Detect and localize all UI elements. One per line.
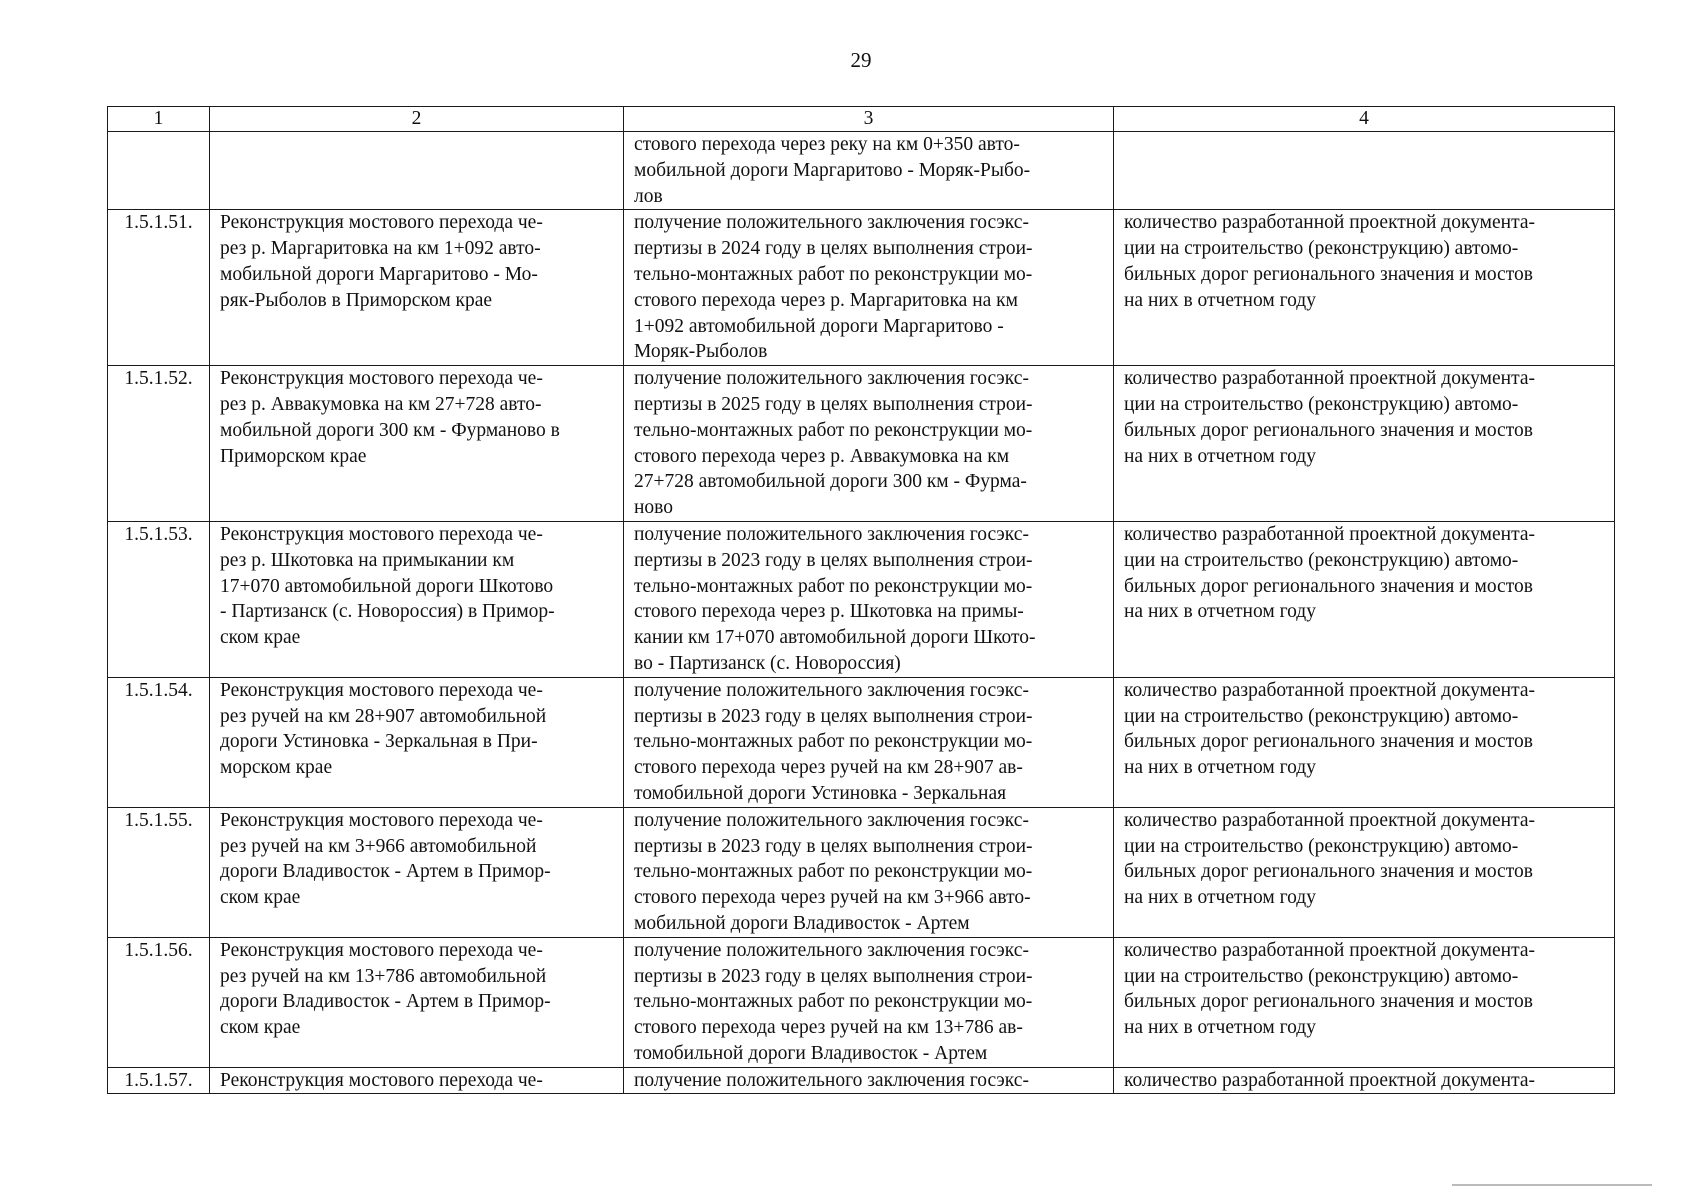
table-row <box>108 1067 1615 1094</box>
measure-name-text: Реконструкция мостового перехода че- рез р. Маргаритовка на км 1+092 авто- мобильной дороги Маргаритово - Мо- ряк-Рыболов в Приморском крае <box>220 212 543 311</box>
column-header-3: 3 <box>624 107 1114 132</box>
measure-name-text: Реконструкция мостового перехода че- рез ручей на км 13+786 автомобильной дороги Владивосток - Артем в Примор- ском крае <box>220 939 551 1039</box>
table-row <box>108 677 1615 807</box>
expected-result-text: получение положительного заключения госэкс- пертизы в 2025 году в целях выполнения строи- тельно-монтажных работ по реконструкции мо- стового перехода через р. Аввакумовка на км 27+728 автомобильной дороги 300 км - Фурма- ново <box>634 368 1033 519</box>
header-row <box>108 107 1615 132</box>
page-number: 29 <box>850 48 872 72</box>
measure-name <box>210 366 624 522</box>
column-header-1: 1 <box>108 107 210 132</box>
measure-name-text: Реконструкция мостового перехода че- рез р. Аввакумовка на км 27+728 авто- мобильной дороги 300 км - Фурманово в Приморском крае <box>220 368 560 467</box>
expected-result <box>624 937 1114 1067</box>
expected-result-text: получение положительного заключения госэкс- пертизы в 2024 году в целях выполнения строи- тельно-монтажных работ по реконструкции мо- стового перехода через р. Маргаритовка на км 1+092 автомобильной дороги Маргаритово - Моряк-Рыболов <box>634 212 1033 363</box>
row-number: 1.5.1.57. <box>108 1067 210 1094</box>
table-row <box>108 937 1615 1067</box>
expected-result <box>624 366 1114 522</box>
measure-name <box>210 677 624 807</box>
measure-name-text: Реконструкция мостового перехода че- рез р. Шкотовка на примыкании км 17+070 автомобильной дороги Шкотово - Партизанск (с. Новороссия) в Примор- ском крае <box>220 523 555 649</box>
expected-result <box>624 1067 1114 1094</box>
scan-edge-mark <box>1452 1184 1652 1186</box>
indicator-text: количество разработанной проектной документа- ции на строительство (реконструкцию) автомо- бильных дорог регионального значения и мостов на них в отчетном году <box>1124 212 1536 311</box>
indicator-text: количество разработанной проектной документа- ции на строительство (реконструкцию) автомо- бильных дорог регионального значения и мостов на них в отчетном году <box>1124 939 1536 1039</box>
indicator-text: количество разработанной проектной документа- ции на строительство (реконструкцию) автомо- бильных дорог регионального значения и мостов на них в отчетном году <box>1124 523 1536 623</box>
expected-result <box>624 521 1114 677</box>
expected-result-text: получение положительного заключения госэкс- пертизы в 2023 году в целях выполнения строи- тельно-монтажных работ по реконструкции мо- стового перехода через р. Шкотовка на примы- кании км 17+070 автомобильной дороги Шкото- во - Партизанск (с. Новороссия) <box>634 523 1036 674</box>
measure-name <box>210 521 624 677</box>
measure-name <box>210 807 624 937</box>
expected-result-text: получение положительного заключения госэкс- пертизы в 2023 году в целях выполнения строи- тельно-монтажных работ по реконструкции мо- стового перехода через ручей на км 28+907 ав- томобильной дороги Устиновка - Зеркальная <box>634 679 1033 804</box>
table-row <box>108 807 1615 937</box>
measure-name-text: Реконструкция мостового перехода че- <box>220 1069 543 1091</box>
measure-name <box>210 937 624 1067</box>
expected-result-text: получение положительного заключения госэкс- пертизы в 2023 году в целях выполнения строи- тельно-монтажных работ по реконструкции мо- стового перехода через ручей на км 3+966 авто- мобильной дороги Владивосток - Артем <box>634 809 1033 934</box>
indicator-text: количество разработанной проектной документа- ции на строительство (реконструкцию) автомо- бильных дорог регионального значения и мостов на них в отчетном году <box>1124 368 1536 467</box>
row-number: 1.5.1.51. <box>108 210 210 366</box>
expected-result <box>624 807 1114 937</box>
table-header <box>108 107 1615 132</box>
measure-name <box>210 210 624 366</box>
table-row <box>108 210 1615 366</box>
row-number <box>108 132 210 210</box>
measure-name <box>210 1067 624 1094</box>
row-number: 1.5.1.56. <box>108 937 210 1067</box>
indicator <box>1114 677 1615 807</box>
table-row <box>108 132 1615 210</box>
indicator <box>1114 132 1615 210</box>
indicator <box>1114 807 1615 937</box>
expected-result-text: стового перехода через реку на км 0+350 авто- мобильной дороги Маргаритово - Моряк-Рыбо- лов <box>634 134 1031 207</box>
measure-name-text: Реконструкция мостового перехода че- рез ручей на км 3+966 автомобильной дороги Владивосток - Артем в Примор- ском крае <box>220 809 551 909</box>
column-header-2: 2 <box>210 107 624 132</box>
row-number: 1.5.1.53. <box>108 521 210 677</box>
indicator <box>1114 210 1615 366</box>
measure-name-text: Реконструкция мостового перехода че- рез ручей на км 28+907 автомобильной дороги Устиновка - Зеркальная в При- морском крае <box>220 679 547 779</box>
expected-result <box>624 132 1114 210</box>
indicator-text: количество разработанной проектной документа- <box>1124 1069 1536 1091</box>
measures-table <box>107 106 1615 1094</box>
expected-result <box>624 677 1114 807</box>
indicator-text: количество разработанной проектной документа- ции на строительство (реконструкцию) автомо- бильных дорог регионального значения и мостов на них в отчетном году <box>1124 679 1536 779</box>
table-row <box>108 521 1615 677</box>
expected-result <box>624 210 1114 366</box>
measure-name <box>210 132 624 210</box>
column-header-4: 4 <box>1114 107 1615 132</box>
table-body <box>108 132 1615 1094</box>
indicator <box>1114 366 1615 522</box>
expected-result-text: получение положительного заключения госэкс- <box>634 1069 1029 1091</box>
row-number: 1.5.1.52. <box>108 366 210 522</box>
indicator-text: количество разработанной проектной документа- ции на строительство (реконструкцию) автомо- бильных дорог регионального значения и мостов на них в отчетном году <box>1124 809 1536 909</box>
table-row <box>108 366 1615 522</box>
row-number: 1.5.1.54. <box>108 677 210 807</box>
indicator <box>1114 937 1615 1067</box>
indicator <box>1114 521 1615 677</box>
indicator <box>1114 1067 1615 1094</box>
expected-result-text: получение положительного заключения госэкс- пертизы в 2023 году в целях выполнения строи- тельно-монтажных работ по реконструкции мо- стового перехода через ручей на км 13+786 ав- томобильной дороги Владивосток - Артем <box>634 939 1033 1064</box>
row-number: 1.5.1.55. <box>108 807 210 937</box>
